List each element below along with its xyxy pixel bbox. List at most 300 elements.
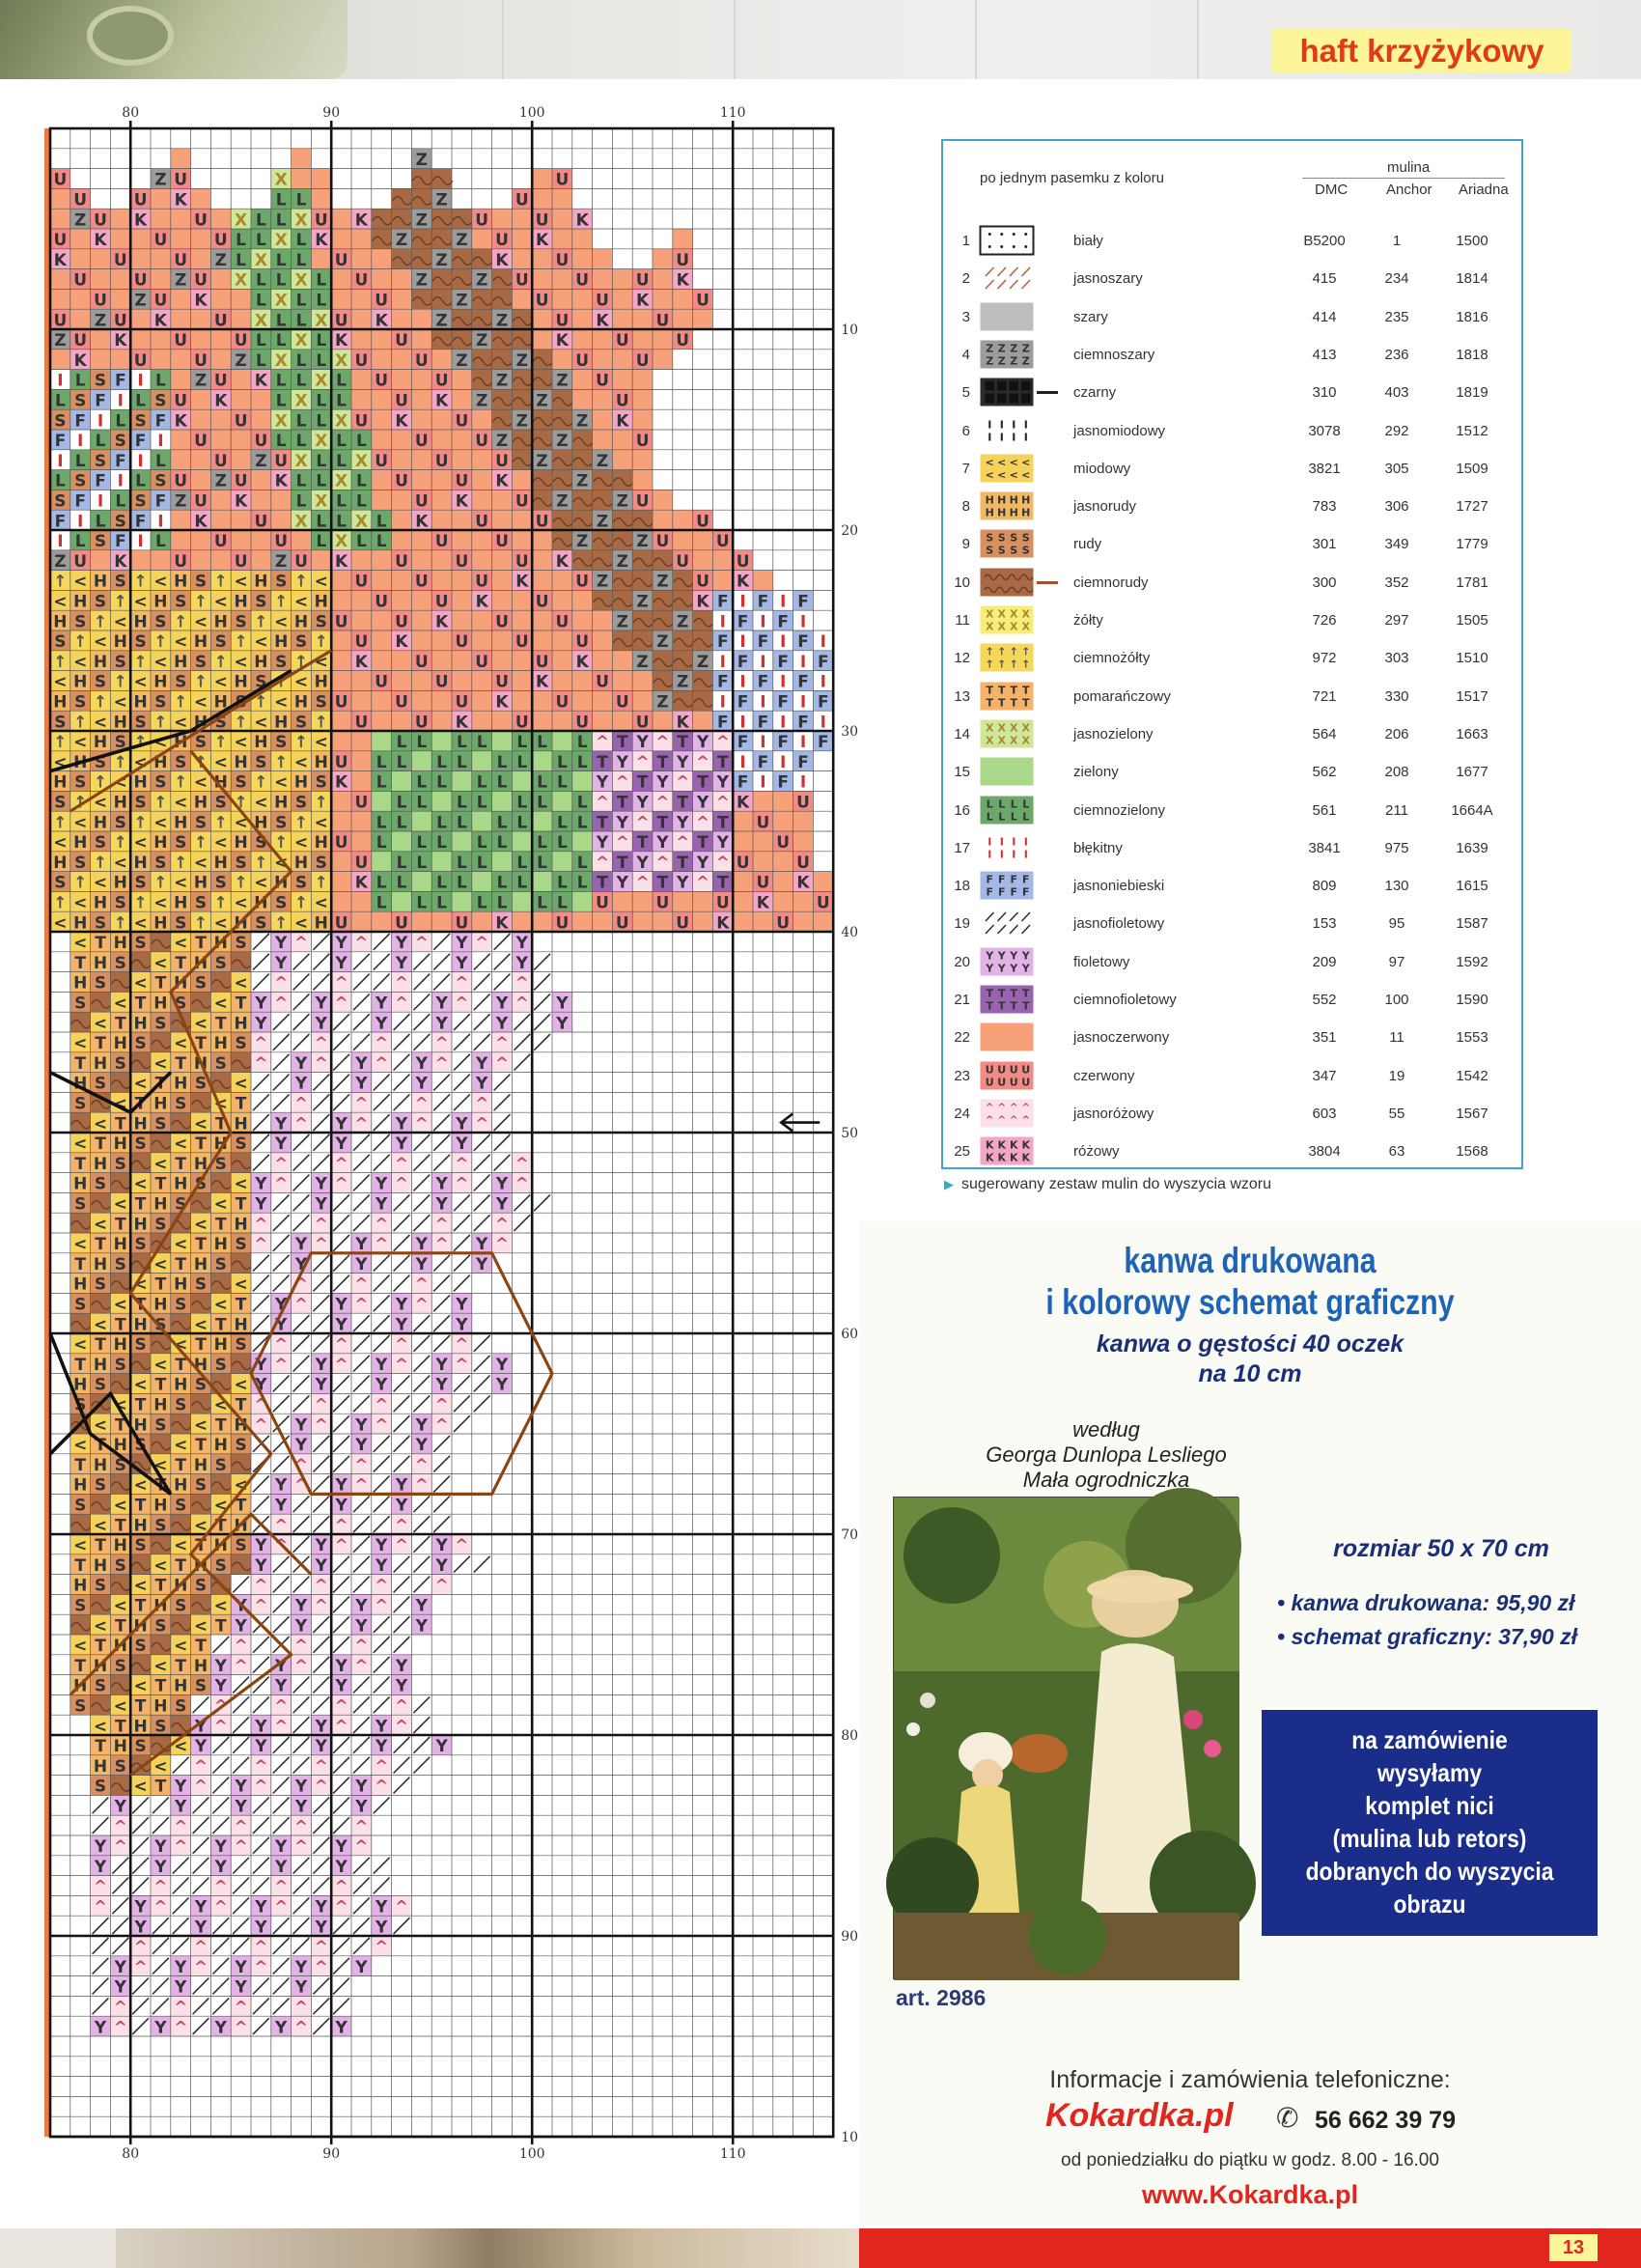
svg-text:L: L [476, 793, 487, 813]
svg-text:S: S [175, 1696, 187, 1717]
svg-text:<: < [153, 1254, 168, 1274]
legend-row-dmc: 3078 [1308, 422, 1341, 439]
svg-text:U: U [635, 491, 650, 512]
svg-text:U: U [555, 170, 570, 190]
svg-text:Y: Y [375, 1536, 388, 1556]
svg-text:H: H [234, 1215, 248, 1235]
svg-text:S: S [154, 1215, 167, 1235]
svg-text:T: T [597, 752, 608, 772]
svg-text:<: < [193, 853, 209, 873]
svg-text:X: X [1021, 620, 1030, 633]
svg-text:T: T [114, 1616, 126, 1637]
svg-text:^: ^ [394, 1154, 409, 1174]
svg-text:F: F [997, 885, 1006, 899]
svg-text:H: H [174, 973, 188, 994]
legend-row-name: ciemnozielony [1073, 801, 1166, 819]
svg-text:Y: Y [677, 873, 689, 893]
legend-row-number: 23 [954, 1067, 970, 1084]
svg-text:H: H [133, 1616, 148, 1637]
svg-text:Y: Y [315, 1375, 327, 1395]
svg-text:U: U [676, 913, 690, 934]
svg-text:Y: Y [114, 1977, 126, 1998]
svg-text:I: I [719, 652, 726, 672]
legend-row-ariadna: 1663 [1456, 725, 1488, 742]
website-link[interactable]: www.Kokardka.pl [1141, 2180, 1359, 2209]
svg-text:Z: Z [515, 350, 528, 371]
svg-text:↑: ↑ [193, 592, 209, 612]
svg-text:Y: Y [315, 1536, 327, 1556]
svg-text:T: T [214, 1616, 227, 1637]
svg-text:Y: Y [275, 1475, 288, 1496]
legend-row-anchor: 234 [1384, 270, 1409, 288]
svg-text:Z: Z [656, 692, 669, 713]
legend-row-anchor: 235 [1384, 308, 1409, 325]
legend-row [943, 1061, 1522, 1090]
svg-text:Z: Z [495, 432, 509, 452]
legend-row-dmc: 809 [1312, 878, 1337, 895]
svg-text:Y: Y [656, 772, 669, 793]
svg-text:Y: Y [636, 793, 649, 813]
svg-text:Y: Y [294, 1596, 308, 1616]
svg-text:K: K [756, 893, 769, 913]
svg-text:<: < [213, 1496, 228, 1516]
svg-text:S: S [175, 592, 187, 612]
svg-text:U: U [495, 612, 509, 632]
art-number: art. 2986 [896, 1985, 987, 2010]
svg-text:Y: Y [435, 1174, 448, 1194]
svg-text:↑: ↑ [193, 672, 209, 692]
svg-text:L: L [436, 833, 448, 854]
svg-text:U: U [1021, 1063, 1031, 1077]
svg-text:F: F [737, 652, 749, 672]
legend-intro: po jednym pasemku z koloru [980, 170, 1164, 186]
svg-text:^: ^ [434, 1034, 449, 1054]
svg-text:H: H [93, 813, 108, 833]
svg-text:H: H [274, 713, 289, 733]
legend-row-name: szary [1073, 308, 1108, 325]
svg-text:S: S [235, 1436, 247, 1456]
svg-text:↑: ↑ [113, 752, 127, 772]
svg-text:L: L [436, 772, 448, 793]
svg-text:L: L [516, 873, 528, 893]
svg-text:U: U [354, 793, 369, 813]
svg-text:Z: Z [54, 551, 67, 572]
svg-text:Y: Y [335, 2018, 348, 2038]
svg-text:S: S [214, 873, 227, 893]
svg-text:^: ^ [414, 1455, 429, 1475]
svg-text:I: I [97, 411, 104, 432]
svg-text:^: ^ [394, 994, 409, 1014]
svg-text:S: S [74, 853, 87, 873]
svg-text:S: S [74, 1496, 87, 1516]
legend-row [943, 719, 1522, 748]
svg-text:U: U [133, 270, 148, 291]
legend-row-name: fioletowy [1073, 953, 1130, 970]
svg-text:<: < [234, 1475, 248, 1496]
svg-text:L: L [336, 512, 348, 532]
svg-text:U: U [354, 270, 369, 291]
svg-text:I: I [799, 772, 807, 793]
svg-text:<: < [53, 592, 68, 612]
legend-row-number: 9 [961, 536, 970, 553]
svg-text:^: ^ [254, 1777, 268, 1797]
x-tick-top: 80 [122, 105, 140, 121]
svg-text:Y: Y [716, 772, 729, 793]
svg-text:↑: ↑ [254, 772, 268, 793]
svg-text:I: I [1023, 431, 1028, 444]
svg-text:T: T [195, 934, 207, 954]
svg-text:<: < [213, 1295, 228, 1315]
svg-text:S: S [294, 873, 308, 893]
svg-text:H: H [293, 772, 309, 793]
svg-text:H: H [153, 994, 168, 1014]
legend-row [943, 1022, 1522, 1051]
svg-text:^: ^ [113, 1837, 127, 1858]
svg-text:<: < [274, 853, 289, 873]
svg-text:H: H [153, 752, 168, 772]
phone-number[interactable]: 56 662 39 79 [1315, 2107, 1456, 2134]
svg-text:T: T [114, 1717, 126, 1737]
legend-row-anchor: 349 [1384, 536, 1409, 553]
svg-text:X: X [315, 311, 328, 331]
svg-text:H: H [254, 813, 268, 833]
svg-text:H: H [193, 1555, 209, 1576]
svg-text:U: U [73, 331, 88, 351]
svg-text:<: < [133, 913, 148, 934]
svg-text:H: H [1009, 493, 1018, 507]
svg-text:U: U [615, 692, 629, 713]
svg-text:T: T [95, 1134, 106, 1155]
svg-text:L: L [316, 451, 327, 471]
svg-text:I: I [719, 692, 726, 713]
svg-text:H: H [113, 1436, 127, 1456]
svg-text:↑: ↑ [93, 853, 108, 873]
svg-text:^: ^ [314, 1777, 328, 1797]
legend-row-anchor: 236 [1384, 346, 1409, 363]
svg-text:H: H [213, 853, 228, 873]
svg-text:Y: Y [696, 853, 709, 873]
svg-text:K: K [515, 572, 529, 592]
svg-text:<: < [133, 672, 148, 692]
svg-text:L: L [336, 451, 348, 471]
svg-text:L: L [236, 231, 247, 251]
svg-text:<: < [174, 1134, 188, 1155]
svg-text:Y: Y [375, 1014, 388, 1034]
svg-text:T: T [95, 1637, 106, 1657]
svg-text:^: ^ [414, 1094, 429, 1114]
legend-row-number: 2 [961, 270, 970, 288]
legend-row-ariadna: 1517 [1456, 687, 1488, 705]
svg-text:↑: ↑ [293, 572, 309, 592]
legend-row-ariadna: 1615 [1456, 878, 1488, 895]
svg-text:^: ^ [274, 1877, 289, 1897]
svg-text:Y: Y [255, 1536, 267, 1556]
svg-text:U: U [133, 190, 148, 210]
svg-text:U: U [796, 793, 810, 813]
svg-text:S: S [134, 1134, 147, 1155]
svg-text:<: < [93, 1516, 108, 1536]
svg-text:U: U [655, 311, 670, 331]
legend-row [943, 416, 1522, 445]
svg-text:U: U [796, 853, 810, 873]
svg-text:L: L [355, 532, 367, 552]
svg-text:L: L [496, 752, 508, 772]
svg-text:X: X [1010, 721, 1018, 735]
svg-text:<: < [93, 873, 108, 893]
svg-text:H: H [153, 1295, 168, 1315]
svg-text:<: < [73, 652, 88, 672]
svg-text:S: S [175, 913, 187, 934]
svg-text:Y: Y [435, 1014, 448, 1034]
svg-text:X: X [274, 170, 288, 190]
svg-text:<: < [113, 1194, 127, 1215]
svg-text:<: < [153, 1756, 168, 1777]
svg-text:<: < [93, 1415, 108, 1436]
svg-text:^: ^ [314, 1957, 328, 1977]
svg-text:U: U [515, 190, 529, 210]
svg-text:<: < [153, 652, 168, 672]
svg-text:↑: ↑ [153, 873, 168, 893]
svg-text:L: L [556, 893, 568, 913]
svg-text:S: S [194, 1375, 208, 1395]
svg-text:Y: Y [395, 953, 408, 973]
svg-text:L: L [316, 350, 327, 371]
svg-text:H: H [133, 853, 148, 873]
svg-text:↑: ↑ [293, 733, 309, 753]
order-line: dobranych do wyszycia [1305, 1857, 1554, 1886]
svg-text:↑: ↑ [193, 833, 209, 854]
svg-text:K: K [616, 411, 629, 432]
legend-row-name: jasnoszary [1073, 270, 1143, 288]
svg-text:H: H [1009, 506, 1018, 519]
svg-text:I: I [820, 632, 826, 653]
svg-text:^: ^ [715, 853, 730, 873]
legend-row-anchor: 292 [1384, 422, 1409, 439]
x-tick-bottom: 90 [322, 2146, 341, 2162]
svg-text:Y: Y [315, 1737, 327, 1757]
svg-text:Z: Z [495, 311, 509, 331]
svg-text:F: F [1010, 885, 1018, 899]
svg-text:L: L [316, 331, 327, 351]
svg-text:^: ^ [494, 1053, 510, 1074]
legend-row-name: żółty [1073, 612, 1103, 629]
svg-text:Y: Y [476, 1074, 488, 1094]
svg-text:U: U [53, 231, 68, 251]
svg-text:U: U [495, 231, 509, 251]
svg-text:L: L [476, 833, 487, 854]
svg-text:F: F [1021, 873, 1030, 886]
svg-text:K: K [495, 913, 509, 934]
svg-text:U: U [535, 210, 549, 231]
svg-text:T: T [597, 813, 608, 833]
svg-text:U: U [515, 491, 529, 512]
svg-text:U: U [455, 632, 469, 653]
svg-text:^: ^ [293, 1114, 309, 1134]
svg-text:I: I [999, 431, 1004, 444]
svg-text:<: < [274, 612, 289, 632]
svg-text:S: S [74, 471, 87, 491]
svg-text:H: H [213, 1235, 228, 1255]
legend-row-name: ciemnorudy [1073, 574, 1149, 591]
svg-text:<: < [73, 893, 88, 913]
svg-text:<: < [254, 632, 268, 653]
svg-text:Y: Y [275, 1857, 288, 1877]
svg-text:Z: Z [536, 391, 548, 411]
svg-text:^: ^ [274, 1355, 289, 1375]
svg-text:K: K [536, 231, 549, 251]
svg-text:<: < [73, 1637, 88, 1657]
ad-contact-info: Informacje i zamówienia telefoniczne: [1049, 2066, 1451, 2093]
svg-text:U: U [213, 451, 228, 471]
legend-outline-icon [1037, 581, 1058, 584]
svg-text:^: ^ [615, 772, 629, 793]
svg-text:H: H [93, 1355, 108, 1375]
svg-text:I: I [157, 512, 164, 532]
svg-text:T: T [235, 1395, 247, 1415]
svg-text:↑: ↑ [1021, 645, 1031, 658]
svg-text:U: U [213, 532, 228, 552]
svg-text:K: K [536, 672, 549, 692]
svg-text:L: L [295, 371, 307, 391]
svg-text:Y: Y [495, 1174, 509, 1194]
svg-text:S: S [997, 545, 1006, 558]
svg-text:Z: Z [576, 532, 589, 552]
svg-text:H: H [174, 813, 188, 833]
svg-text:↑: ↑ [293, 813, 309, 833]
svg-text:S: S [114, 1154, 126, 1174]
x-tick-top: 110 [719, 105, 746, 121]
svg-text:S: S [194, 1074, 208, 1094]
svg-text:^: ^ [494, 1034, 510, 1054]
svg-text:I: I [137, 371, 144, 391]
svg-text:I: I [820, 672, 826, 692]
svg-text:<: < [213, 752, 228, 772]
svg-text:H: H [174, 1375, 188, 1395]
svg-text:Y: Y [355, 1053, 368, 1074]
svg-text:^: ^ [414, 1475, 429, 1496]
svg-text:<: < [113, 994, 127, 1014]
svg-text:<: < [174, 1436, 188, 1456]
svg-text:S: S [255, 672, 267, 692]
section-label: haft krzyżykowy [1272, 29, 1571, 72]
svg-text:↑: ↑ [314, 632, 328, 653]
svg-text:L: L [416, 772, 428, 793]
svg-text:H: H [113, 1134, 127, 1155]
svg-text:↑: ↑ [274, 592, 289, 612]
svg-text:H: H [293, 853, 309, 873]
svg-text:H: H [314, 752, 328, 772]
legend-row-anchor: 100 [1384, 992, 1409, 1008]
svg-text:U: U [455, 551, 469, 572]
svg-text:H: H [153, 1696, 168, 1717]
svg-text:U: U [194, 432, 208, 452]
svg-text:^: ^ [334, 1717, 348, 1737]
svg-text:K: K [335, 772, 348, 793]
svg-text:^: ^ [254, 1957, 268, 1977]
svg-text:Z: Z [1021, 354, 1030, 368]
legend-row [943, 643, 1522, 672]
svg-text:T: T [235, 1496, 247, 1516]
svg-text:U: U [495, 672, 509, 692]
svg-text:T: T [1010, 987, 1018, 1000]
svg-text:^: ^ [455, 1154, 469, 1174]
svg-text:U: U [53, 311, 68, 331]
svg-text:H: H [113, 793, 127, 813]
svg-text:Y: Y [315, 1174, 327, 1194]
svg-text:U: U [1021, 1076, 1031, 1089]
legend-row-name: pomarańczowy [1073, 687, 1171, 705]
svg-text:U: U [94, 291, 107, 311]
svg-text:Y: Y [335, 1114, 348, 1134]
svg-text:L: L [135, 471, 147, 491]
svg-text:<: < [254, 793, 268, 813]
svg-text:U: U [736, 853, 750, 873]
legend-swatch-icon [980, 796, 1034, 825]
svg-text:I: I [987, 431, 992, 444]
svg-text:Z: Z [476, 270, 488, 291]
svg-text:U: U [475, 432, 489, 452]
svg-text:K: K [455, 713, 468, 733]
svg-text:K: K [174, 411, 187, 432]
svg-text:^: ^ [375, 1235, 389, 1255]
svg-text:^: ^ [274, 1516, 289, 1536]
legend-row-anchor: 297 [1384, 612, 1409, 629]
svg-text:^: ^ [334, 1335, 348, 1356]
svg-text:L: L [556, 752, 568, 772]
svg-text:K: K [455, 491, 468, 512]
svg-text:Y: Y [214, 1837, 227, 1858]
svg-text:S: S [114, 813, 126, 833]
svg-text:I: I [999, 848, 1004, 861]
svg-text:S: S [94, 1375, 107, 1395]
svg-text:H: H [53, 692, 68, 713]
svg-text:K: K [696, 592, 709, 612]
legend-row-anchor: 1 [1392, 233, 1402, 249]
svg-text:H: H [254, 893, 268, 913]
svg-text:Z: Z [94, 311, 107, 331]
svg-text:Y: Y [677, 752, 689, 772]
svg-text:H: H [153, 1194, 168, 1215]
legend-row-name: czarny [1073, 384, 1117, 402]
svg-text:Z: Z [515, 411, 528, 432]
svg-text:↑: ↑ [213, 572, 228, 592]
svg-text:L: L [316, 411, 327, 432]
svg-text:T: T [997, 999, 1006, 1013]
svg-text:H: H [314, 913, 328, 934]
svg-text:<: < [113, 853, 127, 873]
chart-grid [39, 100, 867, 2162]
svg-text:S: S [154, 692, 167, 713]
svg-text:Z: Z [616, 551, 628, 572]
svg-text:H: H [113, 873, 127, 893]
svg-text:L: L [476, 733, 487, 753]
svg-text:K: K [194, 512, 208, 532]
svg-text:^: ^ [174, 1837, 188, 1858]
svg-text:^: ^ [515, 994, 529, 1014]
legend-row-number: 25 [954, 1143, 970, 1161]
legend-row-dmc: 726 [1312, 612, 1337, 629]
svg-text:<: < [53, 752, 68, 772]
legend-row [943, 264, 1522, 293]
svg-text:L: L [295, 491, 307, 512]
svg-text:L: L [516, 752, 528, 772]
svg-text:L: L [396, 873, 407, 893]
svg-text:U: U [756, 873, 770, 893]
svg-text:F: F [737, 612, 749, 632]
svg-text:Y: Y [395, 1656, 408, 1676]
svg-text:L: L [295, 311, 307, 331]
svg-text:<: < [1009, 456, 1018, 469]
